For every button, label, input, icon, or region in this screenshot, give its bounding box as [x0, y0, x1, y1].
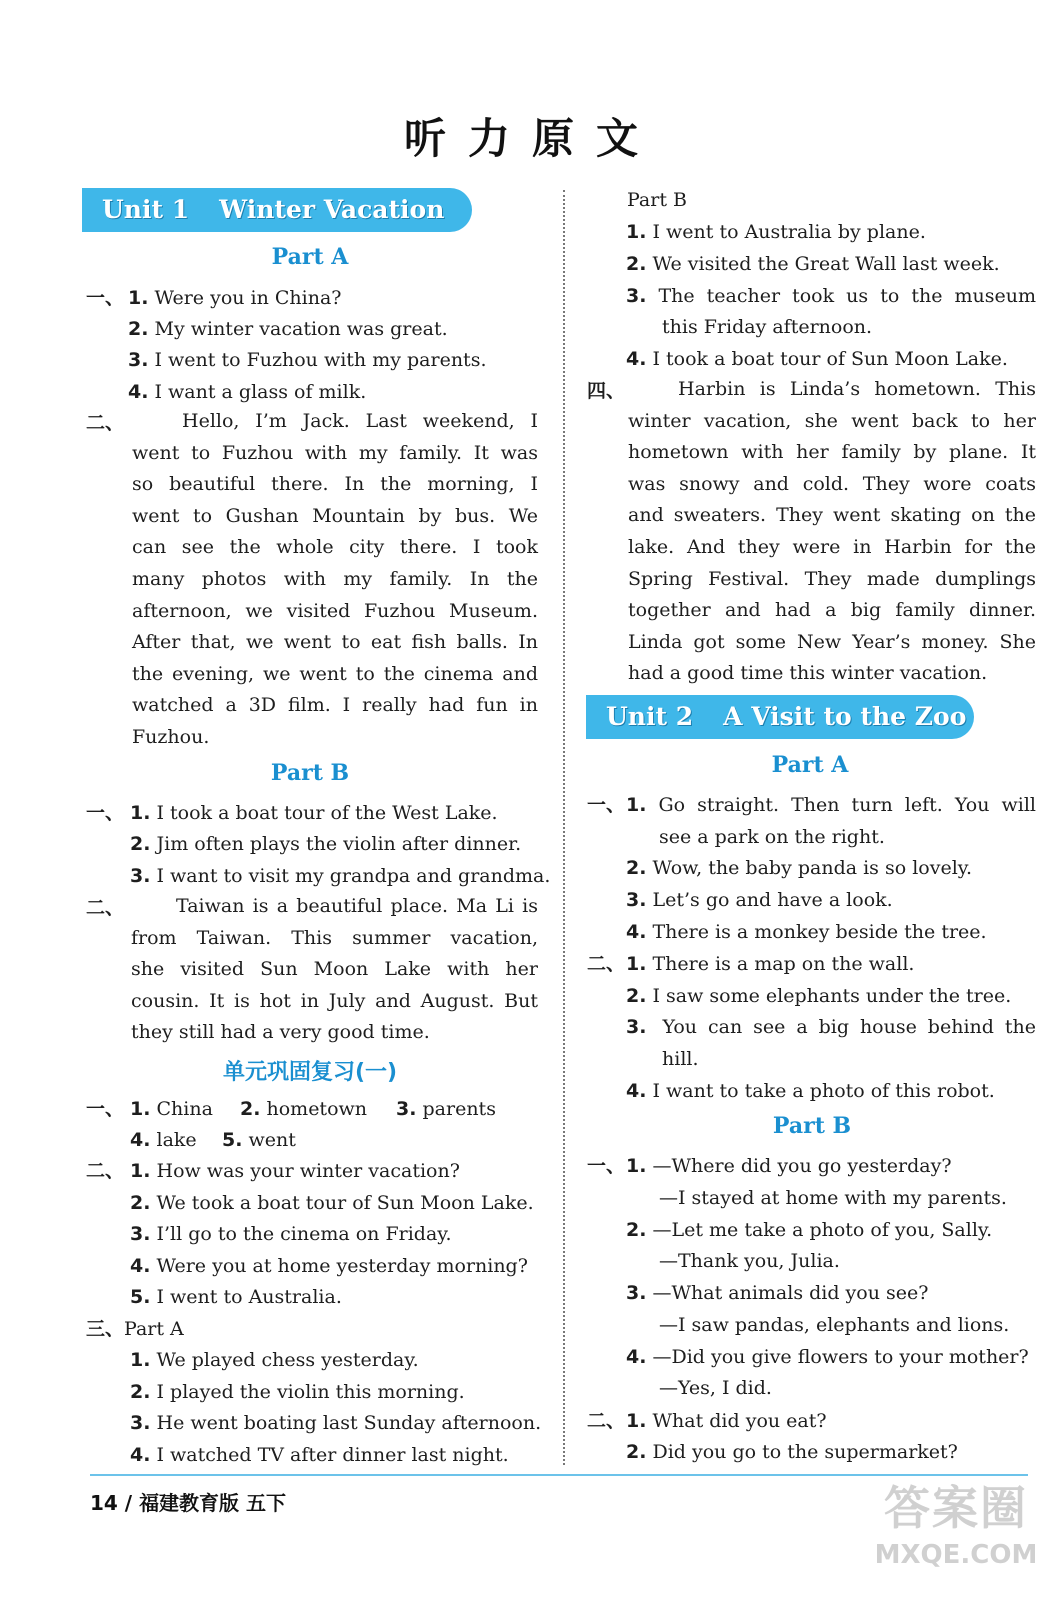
- list-item: 5. went: [222, 1129, 296, 1151]
- list-item: 1. I took a boat tour of the West Lake.: [130, 802, 498, 824]
- list-item: 2. We took a boat tour of Sun Moon Lake.: [130, 1192, 534, 1214]
- watermark-logo: [872, 1478, 1040, 1590]
- list-item: 1. How was your winter vacation?: [130, 1160, 460, 1182]
- list-item: 4. I watched TV after dinner last night.: [130, 1444, 509, 1466]
- list-item: 3. He went boating last Sunday afternoon.: [130, 1412, 542, 1434]
- review-s3-partB-label: Part B: [627, 189, 687, 211]
- unit1-partA-s2-mark: 二、: [86, 412, 125, 434]
- list-item: 1. —Where did you go yesterday?: [626, 1155, 952, 1177]
- list-item-continued: —I stayed at home with my parents.: [659, 1187, 1007, 1209]
- unit1-partA-passage: Hello, I’m Jack. Last weekend, I went to Fuzhou with my family. It was so beautiful there. In the morning, I went to Gushan Mountain by bus. We can see the whole city there. I took many photos with my family. In the afternoon, we visited Fuzhou Museum. After that, we went to eat fish balls. In the evening, we went to the cinema and watched a 3D film. I really had fun in Fuzhou.: [132, 410, 538, 748]
- watermark-text: 答案圈: [884, 1481, 1028, 1535]
- review-s2-mark: 二、: [86, 1160, 125, 1182]
- list-item: 4. I took a boat tour of Sun Moon Lake.: [626, 348, 1008, 370]
- unit1-partA-s1-mark: 一、: [86, 287, 125, 309]
- list-item: 1. China: [130, 1098, 213, 1120]
- review-s4-mark: 四、: [587, 380, 626, 402]
- page-footer: 14 / 福建教育版 五下: [90, 1491, 287, 1515]
- list-item: 3. You can see a big house behind the: [626, 1016, 1036, 1038]
- list-item: 3. —What animals did you see?: [626, 1282, 929, 1304]
- list-item: 4. lake: [130, 1129, 197, 1151]
- unit1-partA-heading: Part A: [271, 244, 349, 270]
- list-item: 3. I want to visit my grandpa and grandma.: [130, 865, 551, 887]
- unit2-banner-title: A Visit to the Zoo: [723, 702, 967, 731]
- list-item: 4. I want to take a photo of this robot.: [626, 1080, 995, 1102]
- list-item: 2. Jim often plays the violin after dinner.: [130, 833, 522, 855]
- list-item: 5. I went to Australia.: [130, 1286, 342, 1308]
- list-item: 3. parents: [396, 1098, 496, 1120]
- list-item-continued: see a park on the right.: [659, 826, 885, 848]
- unit2-partB-s1-mark: 一、: [587, 1155, 626, 1177]
- list-item-continued: —I saw pandas, elephants and lions.: [659, 1314, 1010, 1336]
- unit1-banner-unit: Unit 1: [102, 195, 190, 224]
- list-item-continued: —Yes, I did.: [659, 1377, 772, 1399]
- unit2-partA-heading: Part A: [771, 752, 849, 778]
- list-item: 3. I’ll go to the cinema on Friday.: [130, 1223, 452, 1245]
- list-item: 2. —Let me take a photo of you, Sally.: [626, 1219, 993, 1241]
- unit2-partB-heading: Part B: [772, 1113, 852, 1139]
- list-item: 1. We played chess yesterday.: [130, 1349, 419, 1371]
- list-item: 2. I saw some elephants under the tree.: [626, 985, 1012, 1007]
- footer-rule: [90, 1474, 1028, 1476]
- list-item: 3. Let’s go and have a look.: [626, 889, 893, 911]
- list-item: 4. There is a monkey beside the tree.: [626, 921, 987, 943]
- unit2-partA-s1-mark: 一、: [587, 794, 626, 816]
- review-s1-mark: 一、: [86, 1098, 125, 1120]
- review-s3-mark: 三、Part A: [86, 1318, 184, 1340]
- unit1-partB-passage: Taiwan is a beautiful place. Ma Li is from Taiwan. This summer vacation, she visited Sun Moon Lake with her cousin. It is hot in July and August. But they still had a very good time.: [131, 895, 538, 1044]
- list-item: 2. Wow, the baby panda is so lovely.: [626, 857, 973, 879]
- watermark-url: MXQE.COM: [874, 1540, 1038, 1570]
- list-item: 1. Go straight. Then turn left. You will: [626, 794, 1036, 816]
- list-item: 1. What did you eat?: [626, 1410, 827, 1432]
- column-divider: [563, 190, 565, 1465]
- list-item-continued: —Thank you, Julia.: [659, 1250, 840, 1272]
- list-item: 1. Were you in China?: [128, 287, 342, 309]
- review-heading: 单元巩固复习(一): [222, 1060, 398, 1085]
- list-item-continued: hill.: [662, 1048, 699, 1070]
- unit1-partB-s2-mark: 二、: [86, 897, 125, 919]
- unit1-banner: [82, 188, 472, 232]
- unit2-banner-unit: Unit 2: [606, 702, 694, 731]
- list-item: 1. I went to Australia by plane.: [626, 221, 926, 243]
- list-item: 2. hometown: [240, 1098, 368, 1120]
- list-item: 2. Did you go to the supermarket?: [626, 1441, 958, 1463]
- unit2-banner: [586, 695, 974, 739]
- list-item: 1. There is a map on the wall.: [626, 953, 915, 975]
- page-title: 听力原文: [403, 114, 660, 163]
- review-passage: Harbin is Linda’s hometown. This winter vacation, she went back to her hometown with her family by plane. It was snowy and cold. They wore coats and sweaters. They went skating on the lake. And they were in Harbin for the Spring Festival. They made dumplings together and had a big family dinner. Linda got some New Year’s money. She had a good time this winter vacation.: [628, 378, 1036, 685]
- unit1-partB-s1-mark: 一、: [86, 802, 125, 824]
- unit1-partB-heading: Part B: [270, 760, 350, 786]
- unit1-banner-title: Winter Vacation: [219, 195, 445, 224]
- list-item: 4. I want a glass of milk.: [128, 381, 367, 403]
- list-item: 3. The teacher took us to the museum: [626, 285, 1036, 307]
- unit2-partB-s2-mark: 二、: [587, 1410, 626, 1432]
- list-item: 2. I played the violin this morning.: [130, 1381, 465, 1403]
- list-item: 2. We visited the Great Wall last week.: [626, 253, 1000, 275]
- list-item-continued: this Friday afternoon.: [662, 316, 873, 338]
- list-item: 2. My winter vacation was great.: [128, 318, 448, 340]
- list-item: 4. Were you at home yesterday morning?: [130, 1255, 528, 1277]
- unit2-partA-s2-mark: 二、: [587, 953, 626, 975]
- list-item: 3. I went to Fuzhou with my parents.: [128, 349, 487, 371]
- list-item: 4. —Did you give flowers to your mother?: [626, 1346, 1029, 1368]
